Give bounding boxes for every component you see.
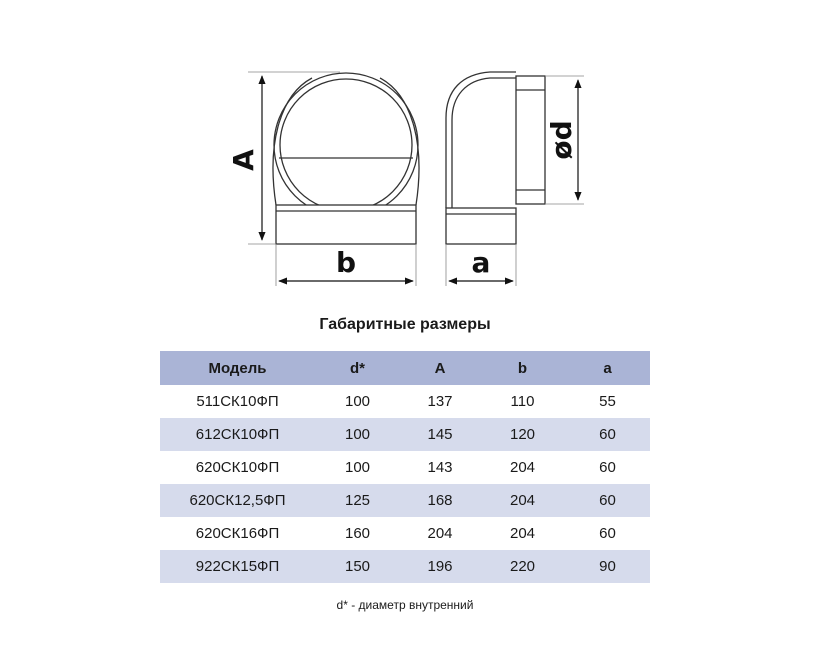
side-elbow-body — [446, 72, 516, 208]
cell-model: 620СК16ФП — [195, 525, 280, 542]
cell-model: 620СК12,5ФП — [160, 484, 315, 517]
dimension-d — [545, 76, 584, 204]
dimension-b — [276, 244, 416, 286]
cell-model: 620СК10ФП — [195, 459, 280, 476]
table-row — [160, 550, 650, 583]
cell-model: 922СК15ФП — [160, 550, 315, 583]
cell-A: 196 — [400, 550, 480, 583]
cell-a: 60 — [599, 459, 616, 476]
dimension-label-d: ød — [545, 120, 578, 160]
cell-b: 120 — [480, 418, 565, 451]
cell-d: 125 — [315, 484, 400, 517]
header-A: A — [400, 351, 480, 385]
cell-a: 60 — [565, 484, 650, 517]
cell-A: 145 — [400, 418, 480, 451]
cell-b: 220 — [480, 550, 565, 583]
dimension-a — [446, 244, 516, 286]
cell-d: 100 — [315, 418, 400, 451]
duct-circle-outer — [274, 73, 418, 217]
front-view — [273, 73, 419, 244]
cell-A: 143 — [427, 459, 453, 476]
duct-circle-inner — [280, 79, 412, 211]
side-view — [446, 72, 545, 244]
cell-b: 204 — [480, 484, 565, 517]
cell-a: 60 — [565, 418, 650, 451]
table-header-row — [160, 351, 650, 385]
cell-model: 511СК10ФП — [196, 393, 279, 410]
header-a: a — [565, 351, 650, 385]
cell-b: 110 — [510, 393, 535, 410]
table-row — [160, 418, 650, 451]
cell-d: 100 — [344, 393, 371, 410]
header-d: d* — [315, 351, 400, 385]
cell-b: 204 — [509, 459, 536, 476]
cell-d: 100 — [344, 459, 371, 476]
cell-A: 137 — [427, 393, 453, 410]
table-row — [160, 517, 650, 550]
table-row — [160, 385, 650, 418]
cell-A: 168 — [400, 484, 480, 517]
cell-d: 160 — [344, 525, 371, 542]
header-model: Модель — [160, 351, 315, 385]
cell-model: 612СК10ФП — [160, 418, 315, 451]
table-row — [160, 484, 650, 517]
table-row — [160, 451, 650, 484]
dimensions-table — [160, 351, 650, 583]
cell-a: 90 — [565, 550, 650, 583]
cell-b: 204 — [509, 525, 536, 542]
cell-a: 55 — [599, 393, 616, 410]
side-round-spigot — [516, 76, 545, 204]
dimension-label-A: A — [227, 149, 260, 171]
dimension-label-b: b — [335, 246, 357, 279]
cell-a: 60 — [599, 525, 616, 542]
cell-A: 204 — [427, 525, 453, 542]
header-b: b — [480, 351, 565, 385]
cell-d: 150 — [315, 550, 400, 583]
table-title: Габаритные размеры — [319, 316, 491, 333]
dimension-label-a: a — [471, 246, 491, 279]
technical-drawing — [0, 0, 814, 310]
footnote: d* - диаметр внутренний — [336, 598, 474, 612]
